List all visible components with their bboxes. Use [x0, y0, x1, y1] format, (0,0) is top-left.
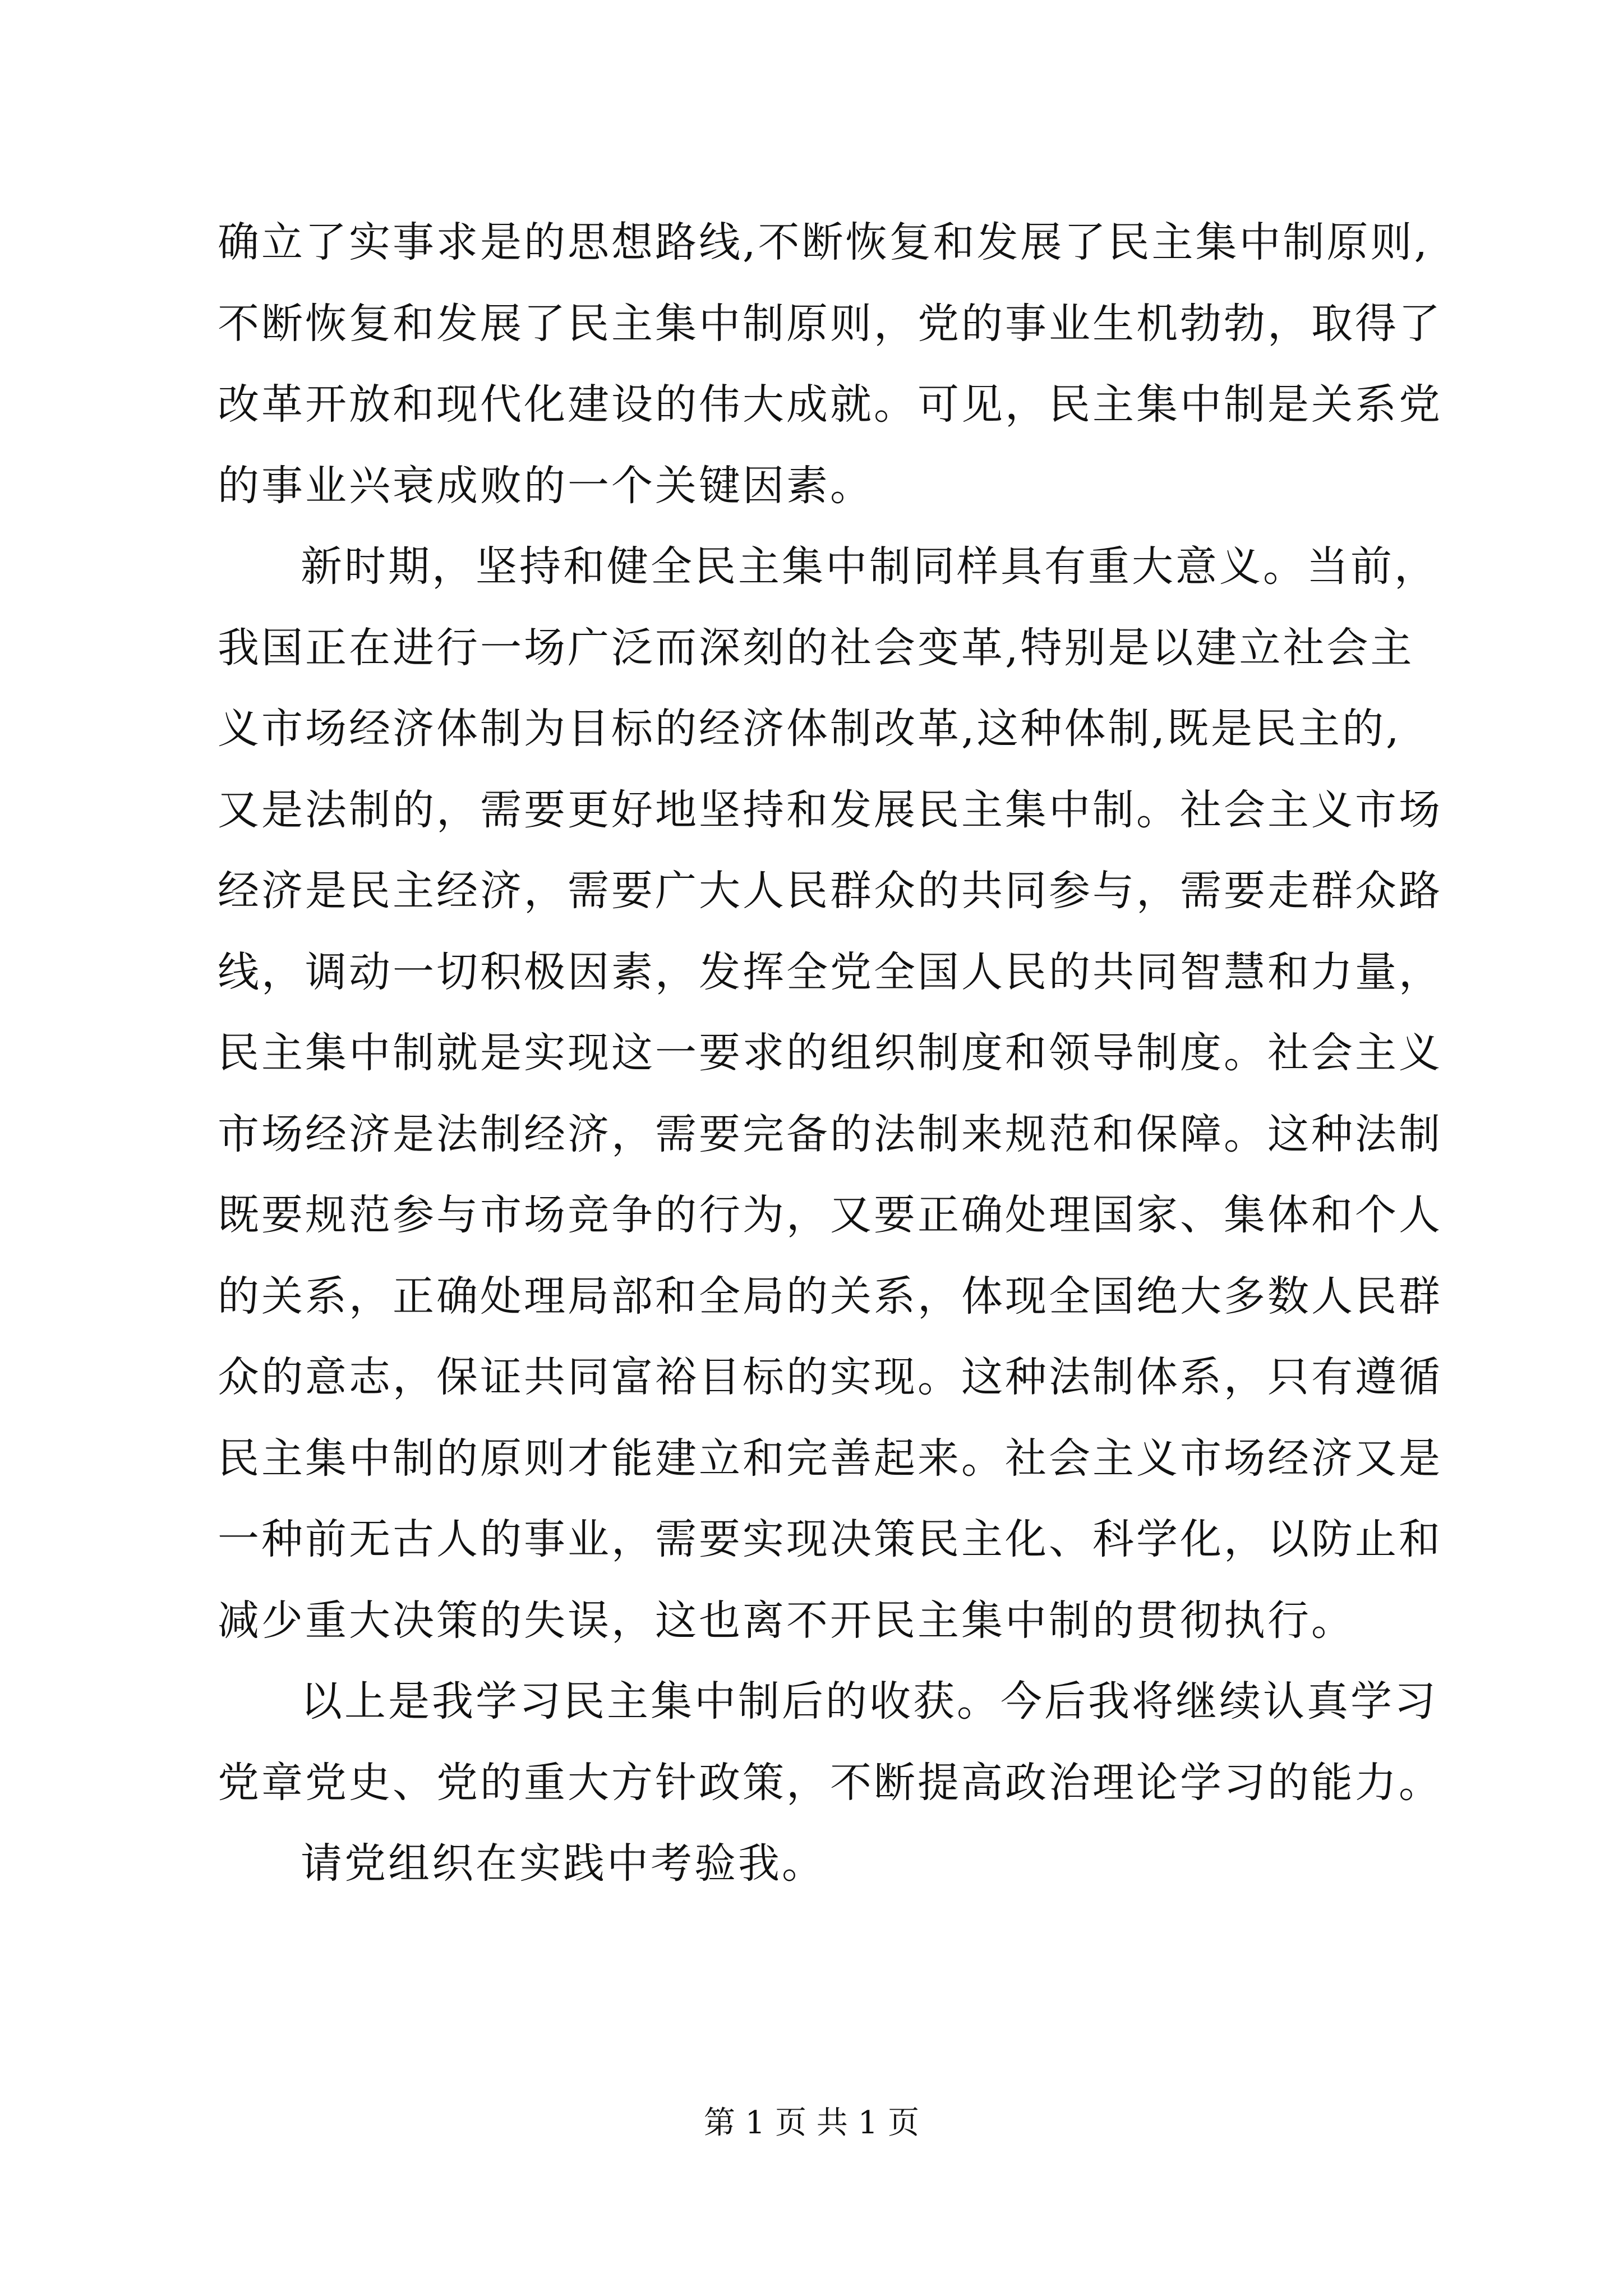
text-line: 的事业兴衰成败的一个关键因素。	[218, 461, 874, 510]
text-line: 减少重大决策的失误，这也离不开民主集中制的贯彻执行。	[218, 1596, 1355, 1645]
text-line: 义市场经济体制为目标的经济体制改革,这种体制,既是民主的,	[218, 705, 1401, 753]
text-line: 经济是民主经济，需要广大人民群众的共同参与，需要走群众路	[218, 867, 1442, 915]
text-line: 民主集中制的原则才能建立和完善起来。社会主义市场经济又是	[218, 1434, 1442, 1483]
text-line: 改革开放和现代化建设的伟大成就。可见，民主集中制是关系党	[218, 380, 1442, 429]
text-line: 我国正在进行一场广泛而深刻的社会变革,特别是以建立社会主	[218, 623, 1414, 672]
text-line: 既要规范参与市场竞争的行为，又要正确处理国家、集体和个人	[218, 1191, 1442, 1239]
text-line: 线，调动一切积极因素，发挥全党全国人民的共同智慧和力量，	[218, 947, 1442, 996]
paragraph-start-line: 以上是我学习民主集中制后的收获。今后我将继续认真学习	[301, 1677, 1438, 1726]
text-line: 众的意志，保证共同富裕目标的实现。这种法制体系，只有遵循	[218, 1353, 1442, 1401]
paragraph-start-line: 请党组织在实践中考验我。	[301, 1839, 826, 1888]
text-line: 一种前无古人的事业，需要实现决策民主化、科学化，以防止和	[218, 1515, 1442, 1563]
page-footer: 第 1 页 共 1 页	[703, 2105, 920, 2141]
text-line: 不断恢复和发展了民主集中制原则，党的事业生机勃勃，取得了	[218, 299, 1442, 348]
paragraph-start-line: 新时期，坚持和健全民主集中制同样具有重大意义。当前，	[301, 542, 1438, 591]
text-line: 市场经济是法制经济，需要完备的法制来规范和保障。这种法制	[218, 1110, 1442, 1158]
text-line: 又是法制的，需要更好地坚持和发展民主集中制。社会主义市场	[218, 785, 1442, 834]
text-line: 的关系，正确处理局部和全局的关系，体现全国绝大多数人民群	[218, 1272, 1442, 1320]
body-text	[218, 202, 1442, 1904]
text-line: 党章党史、党的重大方针政策，不断提高政治理论学习的能力。	[218, 1758, 1442, 1807]
text-line: 民主集中制就是实现这一要求的组织制度和领导制度。社会主义	[218, 1029, 1442, 1077]
text-line: 确立了实事求是的思想路线,不断恢复和发展了民主集中制原则,	[218, 218, 1430, 266]
